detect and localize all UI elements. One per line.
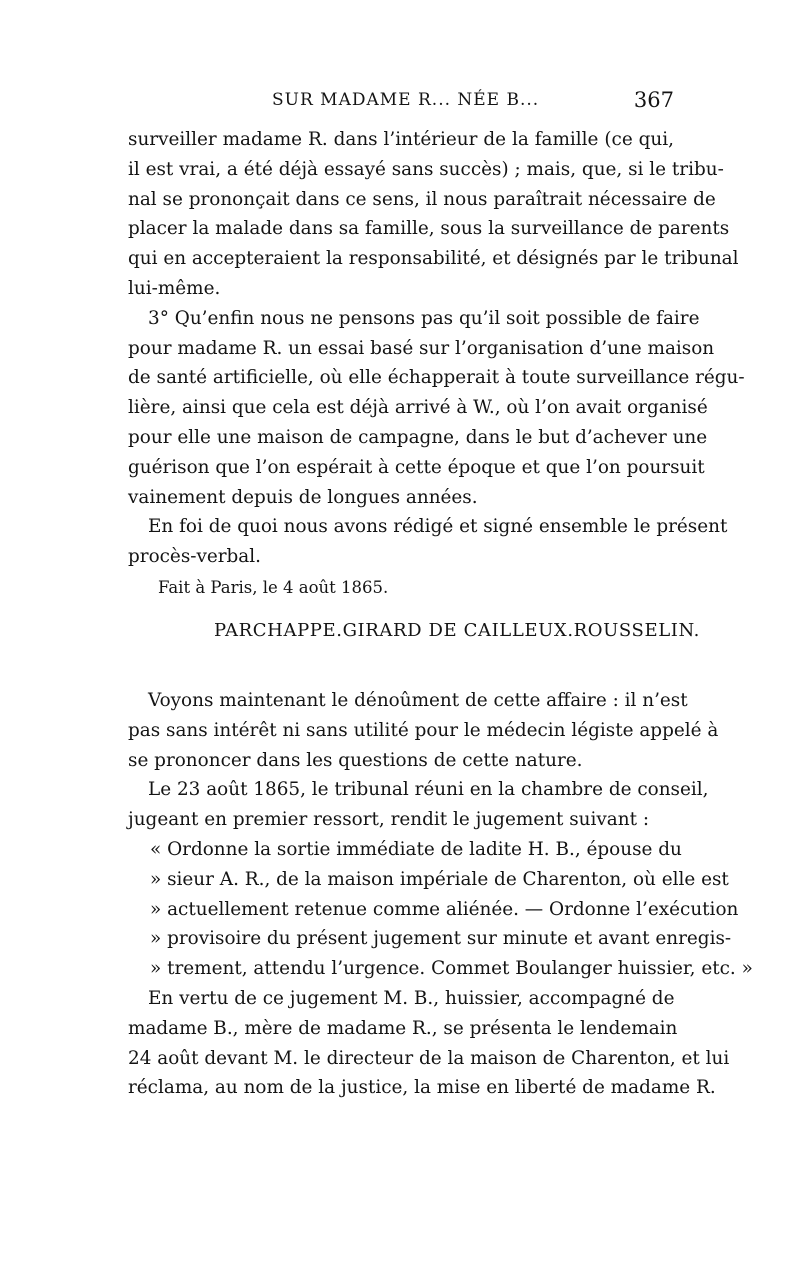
running-title: SUR MADAME R... NÉE B... [272, 90, 540, 110]
text-line: En foi de quoi nous avons rédigé et signé ensemble le présent [148, 516, 728, 538]
page-number: 367 [633, 88, 674, 112]
text-line: se prononcer dans les questions de cette nature. [128, 749, 583, 771]
text-line: En vertu de ce jugement M. B., huissier, accompagné de [148, 987, 675, 1009]
text-line: « Ordonne la sortie immédiate de ladite H. B., épouse du [150, 838, 682, 860]
signature: ROUSSELIN. [573, 620, 701, 641]
text-line: madame B., mère de madame R., se présenta le lendemain [128, 1017, 678, 1039]
running-head [120, 90, 680, 120]
text-block-bottom [128, 686, 753, 1103]
text-line: 24 août devant M. le directeur de la maison de Charenton, et lui [128, 1047, 730, 1069]
text-line: » actuellement retenue comme aliénée. — Ordonne l’exécution [150, 898, 739, 920]
text-line: surveiller madame R. dans l’intérieur de la famille (ce qui, [128, 129, 674, 150]
text-line: guérison que l’on espérait à cette époque et que l’on poursuit [128, 456, 705, 478]
signature: PARCHAPPE. [214, 620, 343, 641]
text-line: qui en accepteraient la responsabilité, et désignés par le tribunal [128, 248, 739, 270]
text-line: » trement, attendu l’urgence. Commet Boulanger huissier, etc. » [150, 958, 753, 980]
text-block-top [128, 125, 745, 572]
text-line: réclama, au nom de la justice, la mise en liberté de madame R. [128, 1077, 716, 1099]
text-line: » provisoire du présent jugement sur minute et avant enregis- [150, 928, 732, 950]
dateline: Fait à Paris, le 4 août 1865. [158, 578, 389, 597]
text-line: lière, ainsi que cela est déjà arrivé à W., où l’on avait organisé [128, 397, 708, 419]
text-line: il est vrai, a été déjà essayé sans succès) ; mais, que, si le tribu- [128, 158, 724, 180]
text-line: Voyons maintenant le dénoûment de cette affaire : il n’est [148, 690, 688, 711]
text-line: jugeant en premier ressort, rendit le jugement suivant : [128, 809, 650, 831]
text-line: pas sans intérêt ni sans utilité pour le médecin légiste appelé à [128, 719, 719, 741]
text-line: pour madame R. un essai basé sur l’organisation d’une maison [128, 337, 715, 359]
text-line: Le 23 août 1865, le tribunal réuni en la chambre de conseil, [148, 779, 709, 801]
text-line: lui-même. [128, 277, 221, 299]
text-line: de santé artificielle, où elle échapperait à toute surveillance régu- [128, 367, 745, 389]
text-line: » sieur A. R., de la maison impériale de Charenton, où elle est [150, 868, 729, 890]
text-line: nal se prononçait dans ce sens, il nous paraîtrait nécessaire de [128, 188, 716, 210]
text-line: procès-verbal. [128, 546, 261, 568]
text-line: vainement depuis de longues années. [128, 486, 478, 508]
signature: GIRARD DE CAILLEUX. [342, 620, 574, 641]
text-line: pour elle une maison de campagne, dans le but d’achever une [128, 426, 708, 448]
text-line: placer la malade dans sa famille, sous la surveillance de parents [128, 218, 730, 240]
text-line: 3° Qu’enfin nous ne pensons pas qu’il soit possible de faire [148, 307, 700, 329]
signatures [214, 620, 701, 641]
